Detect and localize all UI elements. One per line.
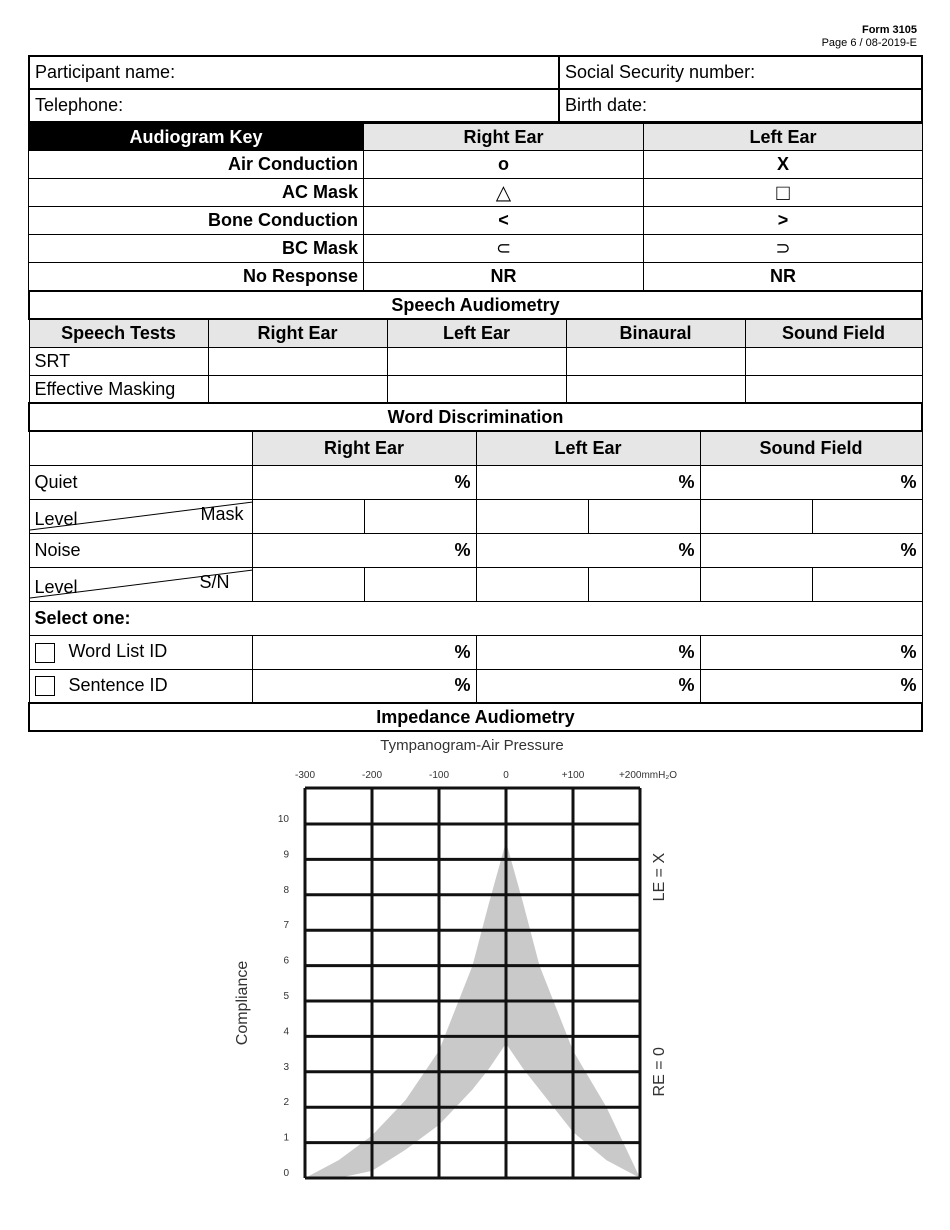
key-right-ear-header: Right Ear <box>364 124 644 151</box>
speech-header: Binaural <box>566 319 745 347</box>
speech-header: Left Ear <box>387 319 566 347</box>
form-header <box>822 24 917 50</box>
audiogram-key-title: Audiogram Key <box>29 124 364 151</box>
key-left-ear-header: Left Ear <box>644 124 923 151</box>
sentence-checkbox[interactable] <box>35 676 55 696</box>
birth-date-field[interactable]: Birth date: <box>559 89 922 122</box>
wordlist-left-pct[interactable]: % <box>476 635 700 669</box>
level-mask-cell <box>29 499 252 533</box>
key-left-symbol: ⊃ <box>644 235 923 263</box>
level-sn-cell <box>29 567 252 601</box>
mask-input[interactable] <box>364 499 476 533</box>
word-header-blank <box>29 431 252 465</box>
sn-input[interactable] <box>700 567 812 601</box>
key-left-symbol: □ <box>644 179 923 207</box>
y-tick-label: 3 <box>283 1061 289 1073</box>
ssn-field[interactable]: Social Security number: <box>559 56 922 89</box>
sn-input[interactable] <box>588 567 700 601</box>
speech-cell[interactable] <box>387 375 566 403</box>
audiogram-key-table <box>28 123 923 291</box>
word-list-checkbox[interactable] <box>35 643 55 663</box>
key-left-symbol: NR <box>644 263 923 291</box>
key-right-symbol: o <box>364 151 644 179</box>
speech-header: Right Ear <box>208 319 387 347</box>
mask-input[interactable] <box>476 499 588 533</box>
y-tick-label: 9 <box>283 849 289 861</box>
speech-cell[interactable] <box>387 347 566 375</box>
participant-table <box>28 55 923 123</box>
speech-audiometry-title: Speech Audiometry <box>29 291 922 319</box>
y-tick-label: 8 <box>283 884 289 896</box>
noise-soundfield-pct[interactable]: % <box>700 533 922 567</box>
sn-input[interactable] <box>812 567 922 601</box>
mask-input[interactable] <box>700 499 812 533</box>
mask-label: Mask <box>200 503 244 524</box>
speech-header: Speech Tests <box>29 319 208 347</box>
mask-input[interactable] <box>588 499 700 533</box>
wordlist-right-pct[interactable]: % <box>252 635 476 669</box>
x-tick-label: +200mmH₂O <box>618 770 678 781</box>
key-right-symbol: NR <box>364 263 644 291</box>
word-discrimination-table <box>28 402 923 732</box>
y-tick-label: 0 <box>283 1168 289 1179</box>
key-row-label: AC Mask <box>29 179 364 207</box>
noise-label: Noise <box>29 533 252 567</box>
speech-cell[interactable] <box>745 375 922 403</box>
sentence-soundfield-pct[interactable]: % <box>700 669 922 703</box>
chart-title: Tympanogram-Air Pressure <box>380 737 564 754</box>
x-tick-label: -100 <box>428 770 450 781</box>
sn-input[interactable] <box>252 567 364 601</box>
page-number: Page 6 / 08-2019-E <box>821 37 917 49</box>
level-label: Level <box>34 576 78 597</box>
sentence-option[interactable] <box>29 669 252 703</box>
key-row-label: BC Mask <box>29 235 364 263</box>
y-tick-label: 4 <box>283 1026 289 1038</box>
y-tick-label: 10 <box>277 814 289 825</box>
key-row-label: Bone Conduction <box>29 207 364 235</box>
word-header: Sound Field <box>700 431 922 465</box>
key-right-symbol: < <box>364 207 644 235</box>
mask-input[interactable] <box>252 499 364 533</box>
compliance-band <box>305 842 640 1178</box>
speech-row-label: SRT <box>29 347 208 375</box>
quiet-left-pct[interactable]: % <box>476 465 700 499</box>
word-discrimination-title: Word Discrimination <box>29 403 922 431</box>
speech-cell[interactable] <box>208 375 387 403</box>
sn-input[interactable] <box>476 567 588 601</box>
speech-header: Sound Field <box>745 319 922 347</box>
key-right-symbol: △ <box>364 179 644 207</box>
word-header: Right Ear <box>252 431 476 465</box>
speech-cell[interactable] <box>566 347 745 375</box>
sentence-label: Sentence ID <box>68 675 168 696</box>
sn-input[interactable] <box>364 567 476 601</box>
level-label: Level <box>34 508 78 529</box>
speech-cell[interactable] <box>566 375 745 403</box>
tympanogram-chart <box>220 732 690 1192</box>
sn-label: S/N <box>199 571 230 592</box>
key-row-label: Air Conduction <box>29 151 364 179</box>
mask-input[interactable] <box>812 499 922 533</box>
x-tick-label: 0 <box>503 770 509 781</box>
y-tick-label: 2 <box>283 1097 289 1109</box>
x-tick-label: -200 <box>361 770 383 781</box>
x-tick-label: -300 <box>294 770 316 781</box>
word-header: Left Ear <box>476 431 700 465</box>
wordlist-soundfield-pct[interactable]: % <box>700 635 922 669</box>
noise-left-pct[interactable]: % <box>476 533 700 567</box>
speech-cell[interactable] <box>745 347 922 375</box>
impedance-audiometry-title: Impedance Audiometry <box>29 703 922 731</box>
speech-audiometry-table <box>28 290 923 404</box>
legend-le: LE = X <box>651 852 668 902</box>
sentence-right-pct[interactable]: % <box>252 669 476 703</box>
y-tick-label: 6 <box>283 955 289 967</box>
key-right-symbol: ⊂ <box>364 235 644 263</box>
quiet-right-pct[interactable]: % <box>252 465 476 499</box>
word-list-label: Word List ID <box>68 641 168 662</box>
sentence-left-pct[interactable]: % <box>476 669 700 703</box>
speech-cell[interactable] <box>208 347 387 375</box>
y-tick-label: 1 <box>283 1132 289 1144</box>
legend-re: RE = 0 <box>651 1047 668 1097</box>
key-row-label: No Response <box>29 263 364 291</box>
quiet-soundfield-pct[interactable]: % <box>700 465 922 499</box>
x-tick-label: +100 <box>561 770 585 781</box>
word-list-option[interactable] <box>29 635 252 669</box>
key-left-symbol: > <box>644 207 923 235</box>
speech-row-label: Effective Masking <box>29 375 208 403</box>
y-tick-label: 5 <box>283 991 289 1002</box>
y-axis-label: Compliance <box>234 960 251 1046</box>
telephone-field[interactable]: Telephone: <box>29 89 559 122</box>
select-one-label: Select one: <box>29 601 922 635</box>
quiet-label: Quiet <box>29 465 252 499</box>
noise-right-pct[interactable]: % <box>252 533 476 567</box>
key-left-symbol: X <box>644 151 923 179</box>
y-tick-label: 7 <box>283 920 289 932</box>
form-number: Form 3105 <box>861 24 917 36</box>
participant-name-field[interactable]: Participant name: <box>29 56 559 89</box>
